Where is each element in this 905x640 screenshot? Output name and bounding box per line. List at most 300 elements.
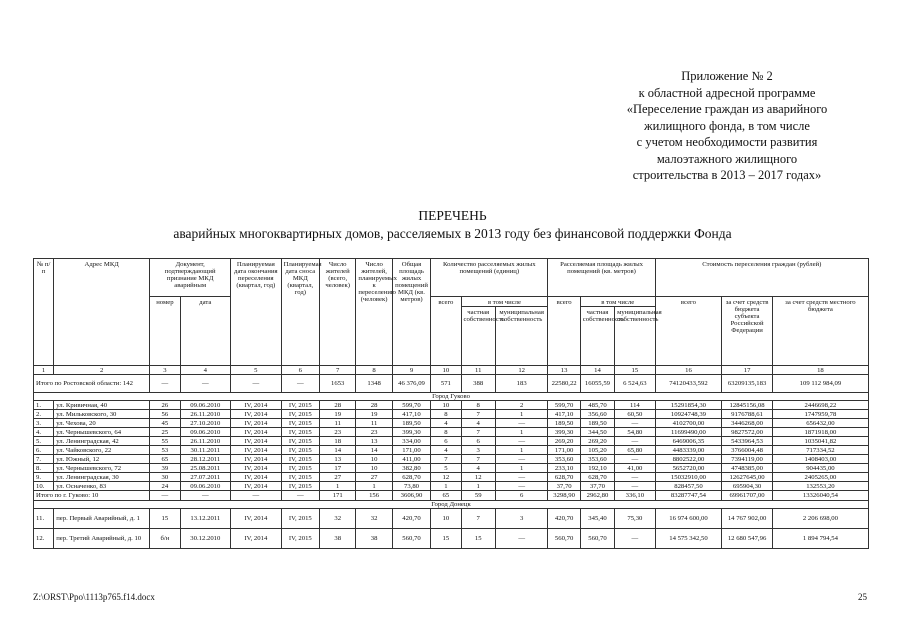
col-premises-area-header: Расселяемая площадь жилых помещений (кв. метров) bbox=[548, 259, 655, 297]
table-cell: 12627645,00 bbox=[722, 473, 773, 482]
table-row bbox=[34, 482, 869, 491]
table-cell: IV, 2014 bbox=[231, 473, 282, 482]
total-cell: 63209135,183 bbox=[722, 375, 773, 393]
table-cell: 717334,52 bbox=[772, 446, 868, 455]
column-number: 10 bbox=[431, 366, 461, 375]
table-cell: 09.06.2010 bbox=[180, 428, 231, 437]
total-cell: 6 524,63 bbox=[615, 375, 655, 393]
table-cell: 8 bbox=[431, 410, 461, 419]
table-cell: 3766004,48 bbox=[722, 446, 773, 455]
table-cell: 8. bbox=[34, 464, 54, 473]
column-number: 8 bbox=[356, 366, 392, 375]
page-number: 25 bbox=[858, 592, 867, 602]
table-cell: 18 bbox=[320, 437, 356, 446]
table-cell: 7 bbox=[461, 455, 495, 464]
table-cell: 25.08.2011 bbox=[180, 464, 231, 473]
column-number: 12 bbox=[495, 366, 548, 375]
table-cell: 11699490,00 bbox=[655, 428, 722, 437]
table-cell: 7394119,00 bbox=[722, 455, 773, 464]
table-cell: — bbox=[495, 529, 548, 549]
table-cell: 8802522,00 bbox=[655, 455, 722, 464]
table-cell: 420,70 bbox=[548, 509, 580, 529]
table-row bbox=[34, 464, 869, 473]
table-cell: 11. bbox=[34, 509, 54, 529]
column-number: 18 bbox=[772, 366, 868, 375]
table-cell: 12 bbox=[431, 473, 461, 482]
table-cell: 38 bbox=[356, 529, 392, 549]
col-area-private-header: частная собственность bbox=[580, 307, 614, 366]
table-cell: 09.06.2010 bbox=[180, 482, 231, 491]
appendix-line: строительства в 2013 – 2017 годах» bbox=[632, 168, 822, 182]
table-row bbox=[34, 428, 869, 437]
appendix-line: к областной адресной программе bbox=[638, 85, 816, 100]
table-cell: — bbox=[615, 419, 655, 428]
table-cell: IV, 2015 bbox=[281, 482, 319, 491]
total-cell: — bbox=[231, 375, 282, 393]
table-cell: 11 bbox=[356, 419, 392, 428]
appendix-line: с учетом необходимости развития bbox=[636, 135, 818, 149]
table-cell: 1 bbox=[320, 482, 356, 491]
table-cell: 15291854,30 bbox=[655, 401, 722, 410]
total-cell: — bbox=[150, 491, 180, 501]
total-cell: 3298,90 bbox=[548, 491, 580, 501]
table-cell: — bbox=[495, 455, 548, 464]
table-cell: 2446698,22 bbox=[772, 401, 868, 410]
table-cell: IV, 2015 bbox=[281, 455, 319, 464]
buildings-table bbox=[33, 258, 869, 549]
table-cell: 628,70 bbox=[392, 473, 430, 482]
table-cell: 15032910,00 bbox=[655, 473, 722, 482]
table-cell: 560,70 bbox=[580, 529, 614, 549]
col-cost-subject-header: за счет средств бюджета субъекта Российской Федерации bbox=[722, 297, 773, 366]
table-cell: IV, 2014 bbox=[231, 529, 282, 549]
table-cell: 1 bbox=[356, 482, 392, 491]
section-name: Город Донецк bbox=[34, 501, 869, 509]
table-cell: 10 bbox=[431, 509, 461, 529]
col-num-header: № п/п bbox=[34, 259, 54, 366]
total-cell: 13326040,54 bbox=[772, 491, 868, 501]
table-cell: 132553,20 bbox=[772, 482, 868, 491]
total-cell: 59 bbox=[461, 491, 495, 501]
table-cell: 13 bbox=[320, 455, 356, 464]
table-cell: 7 bbox=[461, 410, 495, 419]
table-cell: IV, 2015 bbox=[281, 437, 319, 446]
column-number-row bbox=[34, 366, 869, 375]
table-cell: 27.07.2011 bbox=[180, 473, 231, 482]
table-cell: 7 bbox=[461, 428, 495, 437]
table-cell: 14 bbox=[320, 446, 356, 455]
table-cell: ул. Чайковского, 22 bbox=[54, 446, 150, 455]
table-cell: 353,60 bbox=[548, 455, 580, 464]
table-cell: 27.10.2010 bbox=[180, 419, 231, 428]
table-cell: 3 bbox=[495, 509, 548, 529]
column-number: 5 bbox=[231, 366, 282, 375]
table-cell: 1035041,82 bbox=[772, 437, 868, 446]
table-cell: 1747959,78 bbox=[772, 410, 868, 419]
table-cell: 356,60 bbox=[580, 410, 614, 419]
table-cell: 19 bbox=[320, 410, 356, 419]
table-cell: 105,20 bbox=[580, 446, 614, 455]
table-cell: 10 bbox=[431, 401, 461, 410]
table-cell: 420,70 bbox=[392, 509, 430, 529]
column-number: 13 bbox=[548, 366, 580, 375]
region-total-row bbox=[34, 375, 869, 393]
table-row bbox=[34, 455, 869, 464]
table-cell: 353,60 bbox=[580, 455, 614, 464]
col-doc-number-header: номер bbox=[150, 297, 180, 366]
table-cell: 417,10 bbox=[392, 410, 430, 419]
table-cell: 38 bbox=[320, 529, 356, 549]
table-cell: — bbox=[495, 419, 548, 428]
table-cell: 28 bbox=[356, 401, 392, 410]
table-cell: 828457,50 bbox=[655, 482, 722, 491]
table-cell: 56 bbox=[150, 410, 180, 419]
table-cell: 65 bbox=[150, 455, 180, 464]
total-cell: 2962,80 bbox=[580, 491, 614, 501]
table-cell: 2 206 698,00 bbox=[772, 509, 868, 529]
table-cell: ул. Чехова, 20 bbox=[54, 419, 150, 428]
table-cell: 1871918,00 bbox=[772, 428, 868, 437]
table-cell: 1. bbox=[34, 401, 54, 410]
table-cell: 334,00 bbox=[392, 437, 430, 446]
table-cell: IV, 2014 bbox=[231, 410, 282, 419]
table-cell: 6 bbox=[461, 437, 495, 446]
table-cell: 60,50 bbox=[615, 410, 655, 419]
table-cell: 37,70 bbox=[548, 482, 580, 491]
table-cell: 1408403,00 bbox=[772, 455, 868, 464]
table-cell: 1 bbox=[495, 464, 548, 473]
table-cell: 27 bbox=[356, 473, 392, 482]
total-cell: 1348 bbox=[356, 375, 392, 393]
table-cell: 5 bbox=[431, 464, 461, 473]
table-cell: 10924748,39 bbox=[655, 410, 722, 419]
appendix-line: малоэтажного жилищного bbox=[656, 151, 798, 166]
table-cell: 9827572,00 bbox=[722, 428, 773, 437]
table-cell: 189,50 bbox=[548, 419, 580, 428]
table-cell: 26.11.2010 bbox=[180, 410, 231, 419]
total-cell: — bbox=[281, 491, 319, 501]
table-cell: 192,10 bbox=[580, 464, 614, 473]
table-cell: 28 bbox=[320, 401, 356, 410]
col-premises-count-header: Количество расселяемых жилых помещений (единиц) bbox=[431, 259, 548, 297]
table-cell: 411,00 bbox=[392, 455, 430, 464]
total-cell: 1653 bbox=[320, 375, 356, 393]
table-cell: 9176788,61 bbox=[722, 410, 773, 419]
table-cell: ул. Ленинградская, 42 bbox=[54, 437, 150, 446]
col-address-header: Адрес МКД bbox=[54, 259, 150, 366]
appendix-header bbox=[597, 68, 857, 184]
column-number: 15 bbox=[615, 366, 655, 375]
table-cell: 65,80 bbox=[615, 446, 655, 455]
table-cell: 8 bbox=[431, 428, 461, 437]
table-cell: 345,40 bbox=[580, 509, 614, 529]
table-cell: 6 bbox=[431, 437, 461, 446]
appendix-line: «Переселение граждан из аварийного bbox=[626, 102, 828, 116]
column-number: 16 bbox=[655, 366, 722, 375]
table-cell: ул. Чернышевского, 72 bbox=[54, 464, 150, 473]
table-cell: 8 bbox=[461, 401, 495, 410]
table-cell: 30.11.2011 bbox=[180, 446, 231, 455]
table-cell: IV, 2014 bbox=[231, 455, 282, 464]
appendix-line: Приложение № 2 bbox=[681, 69, 773, 83]
table-cell: 171,00 bbox=[548, 446, 580, 455]
total-cell: 6 bbox=[495, 491, 548, 501]
table-cell: 4 bbox=[431, 446, 461, 455]
column-number: 7 bbox=[320, 366, 356, 375]
table-cell: IV, 2015 bbox=[281, 446, 319, 455]
table-cell: ул. Ленинградская, 30 bbox=[54, 473, 150, 482]
table-cell: IV, 2015 bbox=[281, 410, 319, 419]
table-cell: IV, 2015 bbox=[281, 509, 319, 529]
table-cell: 5. bbox=[34, 437, 54, 446]
total-cell: 183 bbox=[495, 375, 548, 393]
table-cell: 1 bbox=[495, 428, 548, 437]
total-cell: Итого по г. Гуково: 10 bbox=[34, 491, 150, 501]
col-area-header: Общая площадь жилых помещений МКД (кв. метров) bbox=[392, 259, 430, 366]
table-cell: 3446268,00 bbox=[722, 419, 773, 428]
table-cell: 628,70 bbox=[580, 473, 614, 482]
table-cell: 11 bbox=[320, 419, 356, 428]
table-cell: 73,80 bbox=[392, 482, 430, 491]
table-cell: 1 bbox=[495, 410, 548, 419]
total-cell: 65 bbox=[431, 491, 461, 501]
section-header-row bbox=[34, 393, 869, 401]
table-cell: IV, 2015 bbox=[281, 401, 319, 410]
table-cell: пер. Третий Аварийный, д. 10 bbox=[54, 529, 150, 549]
col-resettled-header: Число жителей, планируемых к переселению (человек) bbox=[356, 259, 392, 366]
table-cell: 17 bbox=[320, 464, 356, 473]
col-area-in-that-header: в том числе bbox=[580, 297, 655, 307]
table-cell: 6. bbox=[34, 446, 54, 455]
file-path: Z:\ORST\Ppo\1113p765.f14.docx bbox=[33, 592, 155, 602]
table-cell: 628,70 bbox=[548, 473, 580, 482]
table-cell: 32 bbox=[320, 509, 356, 529]
table-cell: 599,70 bbox=[548, 401, 580, 410]
table-cell: IV, 2014 bbox=[231, 464, 282, 473]
table-cell: 2405265,00 bbox=[772, 473, 868, 482]
table-cell: 13.12.2011 bbox=[180, 509, 231, 529]
table-cell: 417,10 bbox=[548, 410, 580, 419]
total-cell: Итого по Ростовской области: 142 bbox=[34, 375, 150, 393]
col-count-private-header: частная собственность bbox=[461, 307, 495, 366]
total-cell: 171 bbox=[320, 491, 356, 501]
table-cell: 560,70 bbox=[548, 529, 580, 549]
table-cell: 6469006,35 bbox=[655, 437, 722, 446]
table-cell: ул. Мильковского, 30 bbox=[54, 410, 150, 419]
table-cell: б/н bbox=[150, 529, 180, 549]
total-cell: — bbox=[180, 375, 231, 393]
table-cell: ул. Осначенко, 83 bbox=[54, 482, 150, 491]
table-cell: ул. Южный, 12 bbox=[54, 455, 150, 464]
table-cell: 5433964,53 bbox=[722, 437, 773, 446]
total-cell: 46 376,09 bbox=[392, 375, 430, 393]
table-cell: 4 bbox=[431, 419, 461, 428]
total-cell: 109 112 984,09 bbox=[772, 375, 868, 393]
table-cell: 560,70 bbox=[392, 529, 430, 549]
table-cell: 27 bbox=[320, 473, 356, 482]
table-row bbox=[34, 410, 869, 419]
col-doc-date-header: дата bbox=[180, 297, 231, 366]
section-name: Город Гуково bbox=[34, 393, 869, 401]
col-area-municipal-header: муниципальная собственность bbox=[615, 307, 655, 366]
total-cell: 156 bbox=[356, 491, 392, 501]
table-cell: — bbox=[615, 482, 655, 491]
table-cell: 4102700,00 bbox=[655, 419, 722, 428]
table-cell: 53 bbox=[150, 446, 180, 455]
table-row bbox=[34, 473, 869, 482]
table-cell: 37,70 bbox=[580, 482, 614, 491]
table-cell: 382,80 bbox=[392, 464, 430, 473]
col-residents-header: Число жителей (всего, человек) bbox=[320, 259, 356, 366]
table-cell: IV, 2015 bbox=[281, 473, 319, 482]
table-cell: — bbox=[615, 455, 655, 464]
table-cell: 15 bbox=[461, 529, 495, 549]
col-document-header: Документ, подтверждающий признание МКД аварийным bbox=[150, 259, 231, 297]
table-cell: 269,20 bbox=[548, 437, 580, 446]
table-cell: 1 bbox=[431, 482, 461, 491]
column-number: 1 bbox=[34, 366, 54, 375]
table-cell: 75,30 bbox=[615, 509, 655, 529]
table-cell: 4. bbox=[34, 428, 54, 437]
table-cell: 9. bbox=[34, 473, 54, 482]
table-cell: — bbox=[615, 529, 655, 549]
total-cell: 388 bbox=[461, 375, 495, 393]
col-planned-date-header: Планируемая дата окончания переселения (квартал, год) bbox=[231, 259, 282, 366]
table-cell: 14 575 342,50 bbox=[655, 529, 722, 549]
table-cell: 54,80 bbox=[615, 428, 655, 437]
total-cell: — bbox=[150, 375, 180, 393]
table-cell: 55 bbox=[150, 437, 180, 446]
table-cell: 24 bbox=[150, 482, 180, 491]
document-subtitle: аварийных многоквартирных домов, расселяемых в 2013 году без финансовой поддержки Фонда bbox=[173, 226, 732, 241]
total-cell: 74120433,592 bbox=[655, 375, 722, 393]
header-row bbox=[34, 297, 869, 307]
table-cell: ул. Кривичная, 40 bbox=[54, 401, 150, 410]
table-cell: 23 bbox=[320, 428, 356, 437]
table-cell: 233,10 bbox=[548, 464, 580, 473]
table-cell: 7. bbox=[34, 455, 54, 464]
col-count-municipal-header: муниципальная собственность bbox=[495, 307, 548, 366]
table-cell: — bbox=[615, 473, 655, 482]
section-total-row bbox=[34, 491, 869, 501]
table-cell: 39 bbox=[150, 464, 180, 473]
table-cell: 904435,00 bbox=[772, 464, 868, 473]
col-area-total-header: всего bbox=[548, 297, 580, 366]
table-cell: 5652720,00 bbox=[655, 464, 722, 473]
table-cell: 10. bbox=[34, 482, 54, 491]
table-cell: 7 bbox=[431, 455, 461, 464]
col-cost-local-header: за счет средств местного бюджета bbox=[772, 297, 868, 366]
table-row bbox=[34, 419, 869, 428]
total-cell: — bbox=[231, 491, 282, 501]
table-cell: IV, 2014 bbox=[231, 446, 282, 455]
table-cell: 12 bbox=[461, 473, 495, 482]
table-cell: 14 767 902,00 bbox=[722, 509, 773, 529]
table-cell: 12845156,08 bbox=[722, 401, 773, 410]
total-cell: 336,10 bbox=[615, 491, 655, 501]
table-cell: 12. bbox=[34, 529, 54, 549]
table-cell: IV, 2015 bbox=[281, 464, 319, 473]
table-cell: 30 bbox=[150, 473, 180, 482]
header-row bbox=[34, 259, 869, 297]
column-number: 14 bbox=[580, 366, 614, 375]
table-cell: IV, 2014 bbox=[231, 509, 282, 529]
table-cell: 23 bbox=[356, 428, 392, 437]
table-cell: 4 bbox=[461, 419, 495, 428]
table-cell: 3. bbox=[34, 419, 54, 428]
table-cell: 171,00 bbox=[392, 446, 430, 455]
table-cell: IV, 2014 bbox=[231, 482, 282, 491]
column-number: 9 bbox=[392, 366, 430, 375]
table-cell: IV, 2014 bbox=[231, 428, 282, 437]
table-cell: 399,30 bbox=[548, 428, 580, 437]
total-cell: 3606,90 bbox=[392, 491, 430, 501]
table-cell: 15 bbox=[150, 509, 180, 529]
table-cell: 32 bbox=[356, 509, 392, 529]
table-row bbox=[34, 529, 869, 549]
total-cell: 83287747,54 bbox=[655, 491, 722, 501]
total-cell: 571 bbox=[431, 375, 461, 393]
table-cell: — bbox=[615, 437, 655, 446]
col-cost-total-header: всего bbox=[655, 297, 722, 366]
table-cell: 2. bbox=[34, 410, 54, 419]
table-cell: IV, 2015 bbox=[281, 428, 319, 437]
table-cell: IV, 2014 bbox=[231, 401, 282, 410]
total-cell: — bbox=[281, 375, 319, 393]
table-cell: 485,70 bbox=[580, 401, 614, 410]
col-cost-header: Стоимость переселения граждан (рублей) bbox=[655, 259, 868, 297]
col-count-in-that-header: в том числе bbox=[461, 297, 548, 307]
document-title: ПЕРЕЧЕНЬ bbox=[418, 208, 487, 223]
total-cell: 16055,59 bbox=[580, 375, 614, 393]
table-cell: 656432,00 bbox=[772, 419, 868, 428]
table-cell: 28.12.2011 bbox=[180, 455, 231, 464]
table-cell: 45 bbox=[150, 419, 180, 428]
table-cell: 1 bbox=[461, 482, 495, 491]
table-cell: 4483339,00 bbox=[655, 446, 722, 455]
table-row bbox=[34, 509, 869, 529]
column-number: 4 bbox=[180, 366, 231, 375]
table-cell: 7 bbox=[461, 509, 495, 529]
table-cell: IV, 2015 bbox=[281, 529, 319, 549]
table-cell: 15 bbox=[431, 529, 461, 549]
table-cell: — bbox=[495, 473, 548, 482]
table-cell: 09.06.2010 bbox=[180, 401, 231, 410]
total-cell: 69961707,00 bbox=[722, 491, 773, 501]
table-cell: 16 974 600,00 bbox=[655, 509, 722, 529]
appendix-line: жилищного фонда, в том числе bbox=[644, 118, 810, 133]
table-cell: 1 894 794,54 bbox=[772, 529, 868, 549]
table-cell: 4 bbox=[461, 464, 495, 473]
table-row bbox=[34, 401, 869, 410]
table-cell: 2 bbox=[495, 401, 548, 410]
table-cell: 10 bbox=[356, 464, 392, 473]
column-number: 17 bbox=[722, 366, 773, 375]
table-row bbox=[34, 437, 869, 446]
table-cell: — bbox=[495, 482, 548, 491]
table-cell: IV, 2015 bbox=[281, 419, 319, 428]
table-cell: 1 bbox=[495, 446, 548, 455]
table-cell: 695904,30 bbox=[722, 482, 773, 491]
table-cell: 30.12.2010 bbox=[180, 529, 231, 549]
table-cell: 599,70 bbox=[392, 401, 430, 410]
table-cell: IV, 2014 bbox=[231, 419, 282, 428]
total-cell: — bbox=[180, 491, 231, 501]
table-cell: 269,20 bbox=[580, 437, 614, 446]
total-cell: 22580,22 bbox=[548, 375, 580, 393]
table-cell: 25 bbox=[150, 428, 180, 437]
column-number: 3 bbox=[150, 366, 180, 375]
